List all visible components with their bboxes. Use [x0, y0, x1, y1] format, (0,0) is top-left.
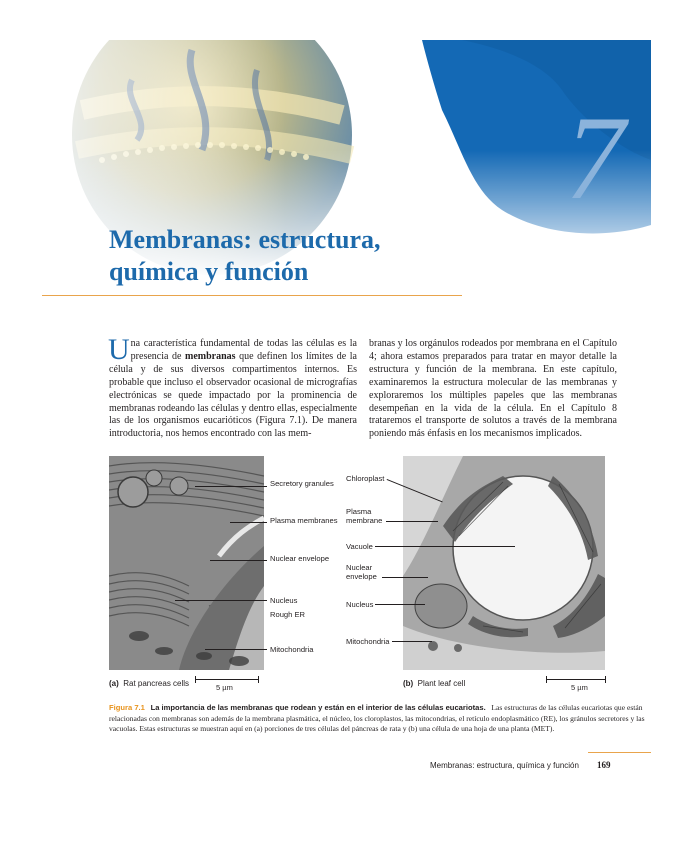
scale-bar-a [195, 679, 259, 680]
label-mitochondria-a: Mitochondria [270, 645, 314, 654]
leader-line [375, 604, 425, 605]
label-vacuole: Vacuole [346, 542, 373, 551]
scale-label-a: 5 µm [216, 683, 233, 692]
leader-line [382, 577, 428, 578]
leader-line [175, 600, 267, 601]
figure-caption [109, 703, 649, 735]
micrograph-rat-pancreas [109, 456, 264, 670]
label-nuclear-envelope: Nuclear envelope [270, 554, 330, 563]
label-nucleus-b: Nucleus [346, 600, 374, 609]
chapter-title [109, 224, 381, 288]
label-plasma-membrane: Plasma membrane [346, 507, 383, 525]
chapter-number: 7 [565, 91, 625, 224]
leader-line [195, 486, 267, 487]
body-text-left-1: na característica fundamental de todas las células es la presencia de [130, 338, 357, 362]
chapter-title-line-1: Membranas: estructura, [109, 225, 381, 254]
leader-line [230, 522, 267, 523]
title-divider [42, 295, 462, 296]
label-secretory-granules: Secretory granules [270, 479, 334, 488]
panel-a-subtitle: (a) Rat pancreas cells [109, 679, 190, 688]
panel-b-subtitle: (b) Plant leaf cell [403, 679, 466, 688]
scale-bar-b [546, 679, 606, 680]
chapter-title-line-2: química y función [109, 257, 309, 286]
figure-caption-title: La importancia de las membranas que rodean y están en el interior de las células eucariotas. [150, 703, 486, 712]
running-footer: Membranas: estructura, química y función [430, 761, 579, 770]
figure-number: Figura 7.1 [109, 703, 145, 712]
label-mitochondria-b: Mitochondria [346, 637, 390, 646]
leader-line [386, 521, 438, 522]
body-column-right: branas y los orgánulos rodeados por membrana en el Capítulo 4; ahora estamos preparados para tratar en mayor detalle la estructura y función de la membrana. En este capítulo, examinaremos la estructura molecular de las membranas y exploraremos los múltiples papeles que las membranas desempeñan en la vida de la célula. En el Capítulo 8 trataremos el transporte de solutos a través de la membrana poniendo más énfasis en los mecanismos implicados. [369, 338, 617, 440]
micrograph-plant-leaf-cell [403, 456, 605, 670]
label-rough-er: Rough ER [270, 610, 306, 619]
page-number: 169 [597, 760, 611, 770]
keyword-membranas: membranas [185, 350, 236, 362]
label-nuclear-envelope-b: Nuclear envelope [346, 563, 377, 581]
footer-divider [588, 752, 651, 753]
scale-label-b: 5 µm [571, 683, 588, 692]
leader-line [375, 546, 515, 547]
leader-line [205, 649, 267, 650]
label-nucleus: Nucleus [270, 596, 298, 605]
drop-cap: U [108, 333, 130, 366]
label-chloroplast: Chloroplast [346, 474, 385, 483]
figure-caption-text: Las estructuras de las células eucariotas que están relacionadas con membranas son además de la membrana plasmática, el núcleo, los cloroplastos, las mitocondrias, el retículo endoplasmático (RE), los gránulos secretores y las vacuolas. Estas estructuras se muestran aquí en (a) porciones de tres células del páncreas de rata y (b) una célula de una hoja de una planta (MET). [109, 703, 645, 734]
label-plasma-membranes: Plasma membranes [270, 516, 338, 525]
leader-line [210, 560, 267, 561]
body-text-left-2: que definen los límites de la célula y de sus diversos compartimentos internos. Es probable que incluso el observador ocasional de micrografías electrónicas se quede impactado por la prominencia de membranas rodeando las células y dentro ellas, especialmente las de los organismos eucarióticos (Figura 7.1). De manera introductoria, nos hemos encontrado con las mem- [109, 350, 357, 440]
leader-line [392, 641, 432, 642]
body-column-left [108, 333, 357, 441]
